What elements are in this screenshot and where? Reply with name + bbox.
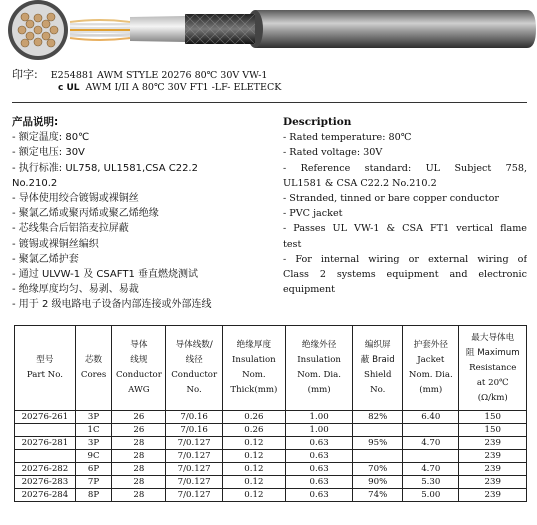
table-row	[15, 489, 527, 502]
column-header	[75, 326, 111, 411]
table-cell: 6P	[75, 463, 111, 476]
column-header-line: 蔽 Braid	[360, 355, 395, 365]
table-cell: 1.00	[285, 411, 352, 424]
column-header	[285, 326, 352, 411]
table-row	[15, 476, 527, 489]
table-cell: 7/0.127	[166, 463, 222, 476]
en-line: - For internal wiring or external wiring of	[283, 253, 527, 265]
table-cell: 28	[112, 437, 166, 450]
column-header	[459, 326, 527, 411]
table-cell: 5.00	[403, 489, 459, 502]
spec-table-header	[15, 326, 527, 411]
table-cell	[353, 424, 403, 437]
table-cell: 28	[112, 450, 166, 463]
table-cell	[15, 450, 76, 463]
table-cell: 95%	[353, 437, 403, 450]
column-header	[222, 326, 285, 411]
table-cell: 70%	[353, 463, 403, 476]
table-cell: 20276-283	[15, 476, 76, 489]
marking-line-2	[56, 82, 281, 93]
table-cell: 0.63	[285, 489, 352, 502]
table-cell: 150	[459, 411, 527, 424]
column-header	[112, 326, 166, 411]
en-line: UL1581 & CSA C22.2 No.210.2	[283, 177, 437, 189]
table-cell: 239	[459, 450, 527, 463]
table-row	[15, 411, 527, 424]
table-cell: 7/0.127	[166, 489, 222, 502]
table-cell: 28	[112, 489, 166, 502]
column-header-line: Cores	[80, 370, 107, 380]
column-header-line: Resistance	[469, 362, 517, 373]
table-cell: 0.63	[285, 450, 352, 463]
marking-text-2: AWM I/II A 80℃ 30V FT1 -LF- ELETECK	[85, 82, 282, 93]
table-cell: 1.00	[285, 424, 352, 437]
zh-line: - 额定温度: 80℃	[12, 132, 90, 144]
zh-line: No.210.2	[12, 177, 58, 189]
column-header-line: No.	[186, 385, 202, 395]
english-description	[283, 115, 527, 297]
column-header-line: Jacket	[417, 355, 445, 365]
table-cell: 28	[112, 476, 166, 489]
en-line: - PVC jacket	[283, 208, 343, 220]
table-cell: 0.12	[222, 489, 285, 502]
column-header-line: 线径	[185, 355, 203, 365]
table-cell: 239	[459, 463, 527, 476]
zh-line: - 导体使用绞合镀锡或裸铜丝	[12, 193, 139, 205]
zh-line: - 聚氯乙烯或聚丙烯或聚乙烯绝缘	[12, 208, 159, 220]
table-cell: 0.26	[222, 424, 285, 437]
table-cell	[353, 450, 403, 463]
table-cell: 3P	[75, 437, 111, 450]
table-cell: 239	[459, 476, 527, 489]
table-cell: 0.63	[285, 437, 352, 450]
table-cell: 0.63	[285, 476, 352, 489]
table-cell: 0.63	[285, 463, 352, 476]
column-header-line: 最大导体电	[471, 332, 515, 343]
table-cell	[403, 424, 459, 437]
zh-line: - 聚氯乙烯护套	[12, 253, 79, 265]
table-cell: 20276-281	[15, 437, 76, 450]
table-cell: 3P	[75, 411, 111, 424]
table-cell: 239	[459, 489, 527, 502]
section-divider	[12, 102, 527, 103]
column-header	[353, 326, 403, 411]
column-header-line: Thick(mm)	[230, 385, 278, 395]
marking-text-1: E254881 AWM STYLE 20276 80℃ 30V VW-1	[50, 70, 268, 81]
table-cell: 7/0.127	[166, 476, 222, 489]
cable-illustration	[0, 0, 537, 60]
table-cell: 4.70	[403, 437, 459, 450]
column-header-line: (Ω/km)	[477, 392, 508, 403]
table-cell: 7/0.127	[166, 437, 222, 450]
column-header-line: 绝缘厚度	[236, 340, 272, 350]
table-cell: 0.12	[222, 476, 285, 489]
column-header-line: 护套外径	[413, 340, 448, 350]
column-header-line: 型号	[36, 355, 54, 365]
column-header-line: (mm)	[419, 385, 443, 395]
table-cell: 7/0.16	[166, 411, 222, 424]
column-header-line: Nom.	[242, 370, 266, 380]
table-cell: 6.40	[403, 411, 459, 424]
spec-table	[14, 325, 527, 502]
column-header	[403, 326, 459, 411]
table-cell: 9C	[75, 450, 111, 463]
table-cell: 1C	[75, 424, 111, 437]
cul-mark-logo: c UL	[58, 83, 80, 93]
table-row	[15, 463, 527, 476]
en-line: - Rated voltage: 30V	[283, 147, 383, 159]
zh-line: - 用于 2 级电路电子设备内部连接或外部连线	[12, 299, 212, 311]
table-cell: 0.26	[222, 411, 285, 424]
table-row	[15, 437, 527, 450]
zh-line: - 镀锡或裸铜丝编织	[12, 238, 99, 250]
chinese-heading: 产品说明:	[12, 116, 59, 128]
en-line: - Stranded, tinned or bare copper conductor	[283, 193, 499, 205]
english-heading: Description	[283, 116, 352, 128]
table-cell: 28	[112, 463, 166, 476]
column-header-line: AWG	[128, 385, 150, 395]
en-line: Class 2 systems equipment and electronic	[283, 269, 527, 281]
table-cell: 26	[112, 424, 166, 437]
column-header-line: Conductor	[171, 370, 218, 380]
table-cell: 8P	[75, 489, 111, 502]
table-cell: 7/0.16	[166, 424, 222, 437]
en-line: - Reference standard: UL Subject 758,	[283, 162, 527, 174]
table-cell: 5.30	[403, 476, 459, 489]
column-header-line: at 20℃	[476, 377, 509, 388]
table-cell	[403, 450, 459, 463]
column-header-line: 导体线数/	[175, 340, 213, 350]
column-header-line: 芯数	[84, 355, 103, 365]
column-header-line: Nom. Dia.	[408, 370, 453, 380]
column-header-line: Insulation	[232, 355, 276, 365]
en-line: - Passes UL VW-1 & CSA FT1 vertical flame	[283, 223, 527, 235]
zh-line: - 绝缘厚度均匀、易剥、易裁	[12, 284, 139, 296]
zh-line: - 额定电压: 30V	[12, 147, 85, 159]
table-cell: 90%	[353, 476, 403, 489]
column-header-line: No.	[370, 385, 386, 395]
table-cell: 20276-282	[15, 463, 76, 476]
column-header-line: 绝缘外径	[301, 340, 337, 350]
table-cell	[15, 424, 76, 437]
zh-line: - 通过 ULVW-1 及 CSAFT1 垂直燃烧测试	[12, 269, 198, 281]
table-cell: 0.12	[222, 450, 285, 463]
column-header-line: (mm)	[307, 385, 331, 395]
column-header	[166, 326, 222, 411]
column-header-line: Part No.	[26, 370, 63, 380]
marking-label: 印字:	[12, 68, 38, 81]
table-cell: 150	[459, 424, 527, 437]
table-cell: 74%	[353, 489, 403, 502]
table-cell: 20276-261	[15, 411, 76, 424]
en-line: equipment	[283, 284, 336, 296]
table-cell: 26	[112, 411, 166, 424]
table-cell: 0.12	[222, 437, 285, 450]
column-header-line: 线规	[130, 355, 148, 365]
column-header-line: Conductor	[115, 370, 162, 380]
en-line: test	[283, 238, 302, 250]
table-row	[15, 450, 527, 463]
header-row	[15, 326, 527, 411]
column-header-line: Insulation	[297, 355, 341, 365]
column-header-line: Shield	[363, 370, 392, 380]
column-header-line: 阻 Maximum	[465, 347, 520, 358]
table-cell: 20276-284	[15, 489, 76, 502]
table-cell: 0.12	[222, 463, 285, 476]
table-cell: 7P	[75, 476, 111, 489]
table-cell: 239	[459, 437, 527, 450]
spec-table-body	[15, 411, 527, 502]
column-header	[15, 326, 76, 411]
column-header-line: 编织屏	[364, 340, 391, 350]
table-row	[15, 424, 527, 437]
table-cell: 7/0.127	[166, 450, 222, 463]
table-cell: 4.70	[403, 463, 459, 476]
column-header-line: 导体	[130, 340, 148, 350]
table-cell: 82%	[353, 411, 403, 424]
zh-line: - 执行标准: UL758, UL1581,CSA C22.2	[12, 162, 198, 174]
column-header-line: Nom. Dia.	[297, 370, 342, 380]
marking-line-1	[12, 66, 267, 82]
zh-line: - 芯线集合后铝箔麦拉屏蔽	[12, 223, 129, 235]
chinese-description	[12, 115, 262, 313]
en-line: - Rated temperature: 80℃	[283, 132, 412, 144]
